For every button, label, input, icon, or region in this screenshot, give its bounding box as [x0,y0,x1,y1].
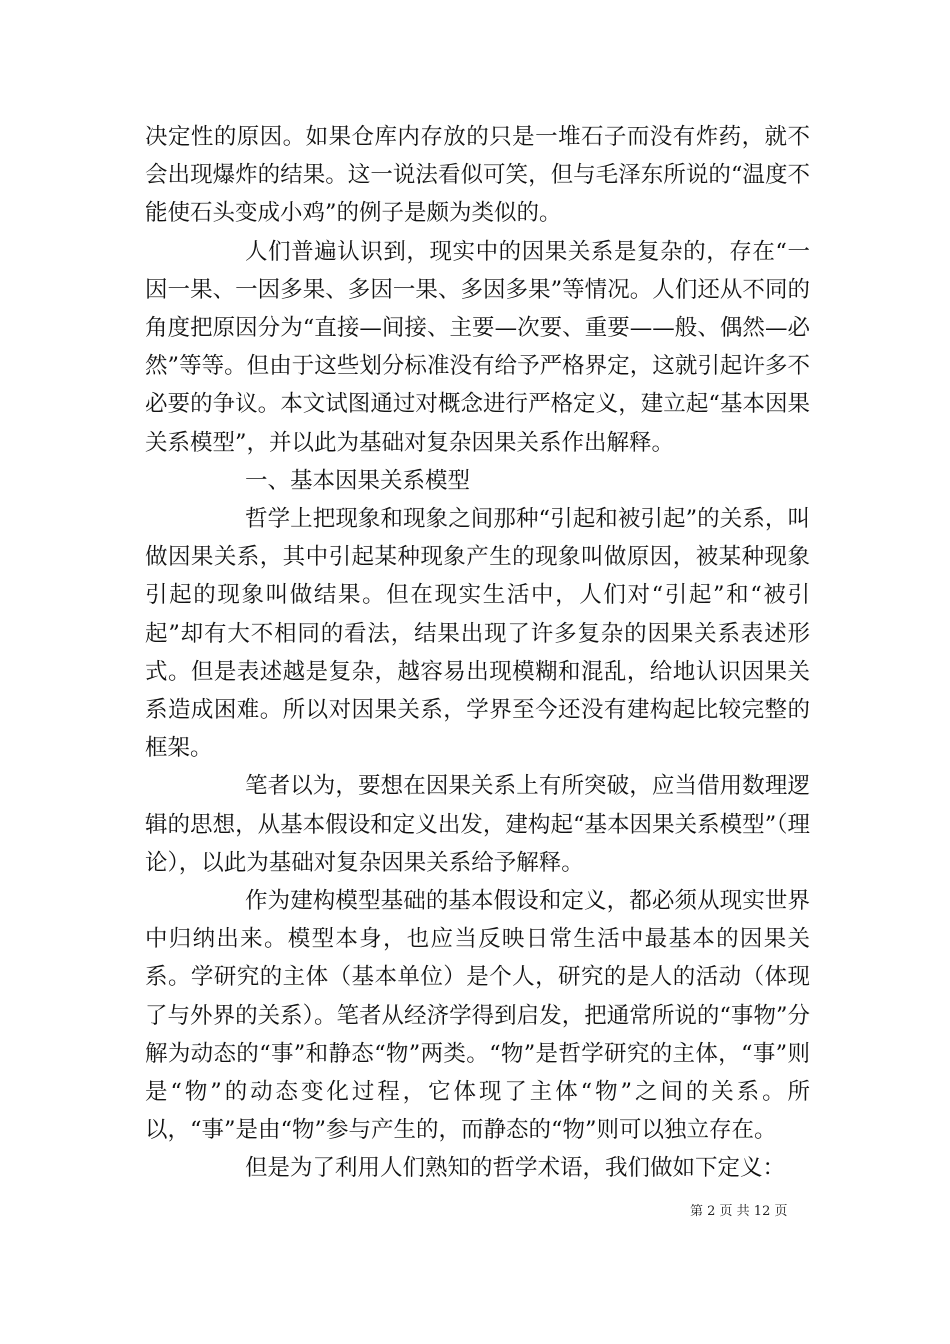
paragraph-model-basis: 作为建构模型基础的基本假设和定义，都必须从现实世界中归纳出来。模型本身，也应当反映日常生活中最基本的因果关系。学研究的主体（基本单位）是个人，研究的是人的活动（体现了与外界的关系）。笔者从经济学得到启发，把通常所说的“事物”分解为动态的“事”和静态“物”两类。“物”是哲学研究的主体，“事”则是“物”的动态变化过程，它体现了主体“物”之间的关系。所以，“事”是由“物”参与产生的，而静态的“物”则可以独立存在。 [145,888,810,1144]
paragraph-causality-complexity: 人们普遍认识到，现实中的因果关系是复杂的，存在“一因一果、一因多果、多因一果、多因多果”等情况。人们还从不同的角度把原因分为“直接—间接、主要—次要、重要——般、偶然—必然”等等。但由于这些划分标准没有给予严格界定，这就引起许多不必要的争议。本文试图通过对概念进行严格定义，建立起“基本因果关系模型”，并以此为基础对复杂因果关系作出解释。 [145,238,810,456]
paragraph-definition: 哲学上把现象和现象之间那种“引起和被引起”的关系，叫做因果关系，其中引起某种现象产生的现象叫做原因，被某种现象引起的现象叫做结果。但在现实生活中，人们对“引起”和“被引起”却有大不相同的看法，结果出现了许多复杂的因果关系表述形式。但是表述越是复杂，越容易出现模糊和混乱，给地认识因果关系造成困难。所以对因果关系，学界至今还没有建构起比较完整的框架。 [145,506,810,762]
paragraph-terminology: 但是为了利用人们熟知的哲学术语，我们做如下定义： [245,1155,786,1182]
document-body [145,118,810,1188]
paragraph-author-view: 笔者以为，要想在因果关系上有所突破，应当借用数理逻辑的思想，从基本假设和定义出发，建构起“基本因果关系模型”（理论），以此为基础对复杂因果关系给予解释。 [145,773,810,876]
section-heading: 一、基本因果关系模型 [245,467,471,494]
paragraph-continuation: 决定性的原因。如果仓库内存放的只是一堆石子而没有炸药，就不会出现爆炸的结果。这一说法看似可笑，但与毛泽东所说的“温度不能使石头变成小鸡”的例子是颇为类似的。 [145,124,810,227]
page-number: 第 2 页 共 12 页 [690,1204,788,1219]
